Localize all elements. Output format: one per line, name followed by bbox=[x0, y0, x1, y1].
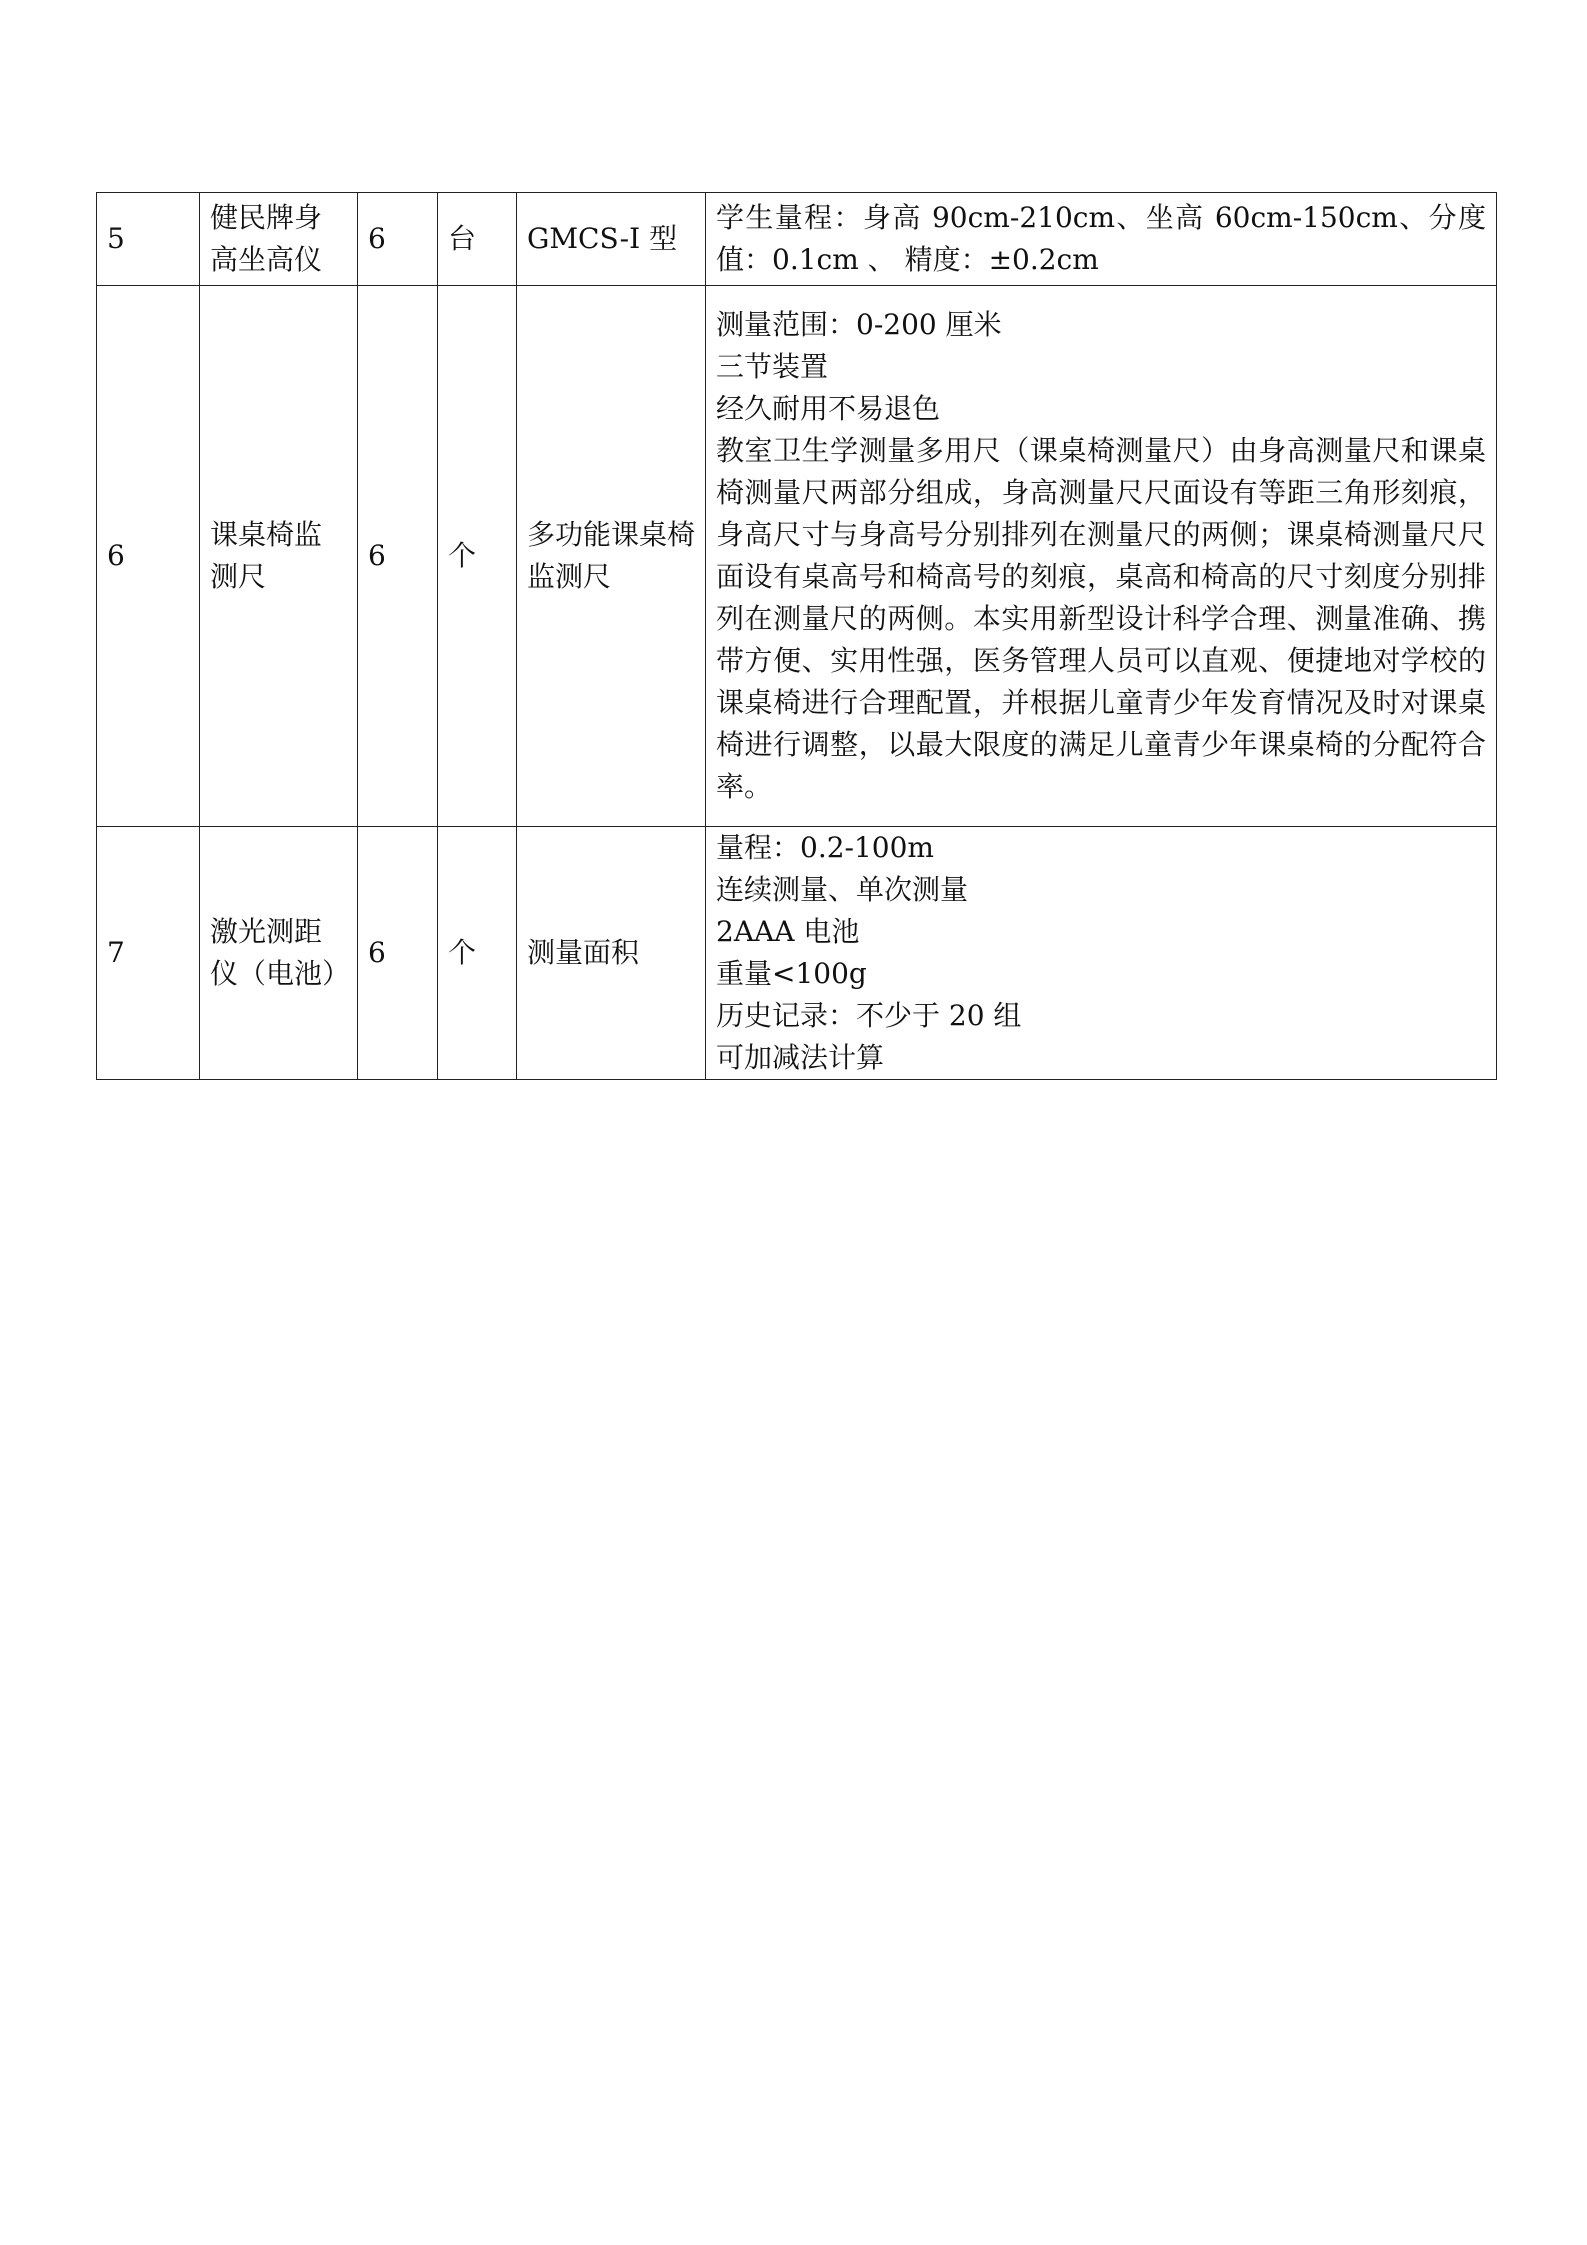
spec-line: 2AAA 电池 bbox=[716, 915, 860, 948]
item-number-cell: 6 bbox=[97, 286, 200, 827]
table-row bbox=[97, 827, 1497, 1080]
equipment-spec-table bbox=[96, 192, 1497, 1080]
specification-cell bbox=[706, 827, 1497, 1080]
specification-cell bbox=[706, 193, 1497, 286]
item-number-cell: 5 bbox=[97, 193, 200, 286]
model-cell: 测量面积 bbox=[517, 827, 706, 1080]
spec-line: 可加减法计算 bbox=[716, 1041, 885, 1074]
spec-line: 三节装置 bbox=[716, 350, 829, 383]
quantity-cell: 6 bbox=[358, 193, 438, 286]
unit-cell: 个 bbox=[438, 286, 517, 827]
spec-line: 测量范围：0-200 厘米 bbox=[716, 308, 1002, 341]
model-cell: GMCS-I 型 bbox=[517, 193, 706, 286]
quantity-cell: 6 bbox=[358, 827, 438, 1080]
unit-cell: 台 bbox=[438, 193, 517, 286]
spec-line: 量程：0.2-100m bbox=[716, 831, 934, 864]
item-number-cell: 7 bbox=[97, 827, 200, 1080]
spec-line: 重量<100g bbox=[716, 957, 867, 990]
model-cell: 多功能课桌椅监测尺 bbox=[517, 286, 706, 827]
item-name-cell: 激光测距仪（电池） bbox=[200, 827, 358, 1080]
spec-line: 连续测量、单次测量 bbox=[716, 873, 969, 906]
unit-cell: 个 bbox=[438, 827, 517, 1080]
item-name-cell: 课桌椅监测尺 bbox=[200, 286, 358, 827]
spec-line: 学生量程：身高 90cm-210cm、坐高 60cm-150cm、分度值：0.1cm 、 精度：±0.2cm bbox=[716, 201, 1486, 276]
specification-cell bbox=[706, 286, 1497, 827]
spec-line: 经久耐用不易退色 bbox=[716, 392, 941, 425]
quantity-cell: 6 bbox=[358, 286, 438, 827]
table-row bbox=[97, 286, 1497, 827]
item-name-cell: 健民牌身高坐高仪 bbox=[200, 193, 358, 286]
table-row bbox=[97, 193, 1497, 286]
spec-line: 教室卫生学测量多用尺（课桌椅测量尺）由身高测量尺和课桌椅测量尺两部分组成，身高测量尺尺面设有等距三角形刻痕，身高尺寸与身高号分别排列在测量尺的两侧；课桌椅测量尺尺面设有桌高号和椅高号的刻痕，桌高和椅高的尺寸刻度分别排列在测量尺的两侧。本实用新型设计科学合理、测量准确、携带方便、实用性强，医务管理人员可以直观、便捷地对学校的课桌椅进行合理配置，并根据儿童青少年发育情况及时对课桌椅进行调整，以最大限度的满足儿童青少年课桌椅的分配符合率。 bbox=[716, 434, 1486, 803]
spec-line: 历史记录：不少于 20 组 bbox=[716, 999, 1022, 1032]
